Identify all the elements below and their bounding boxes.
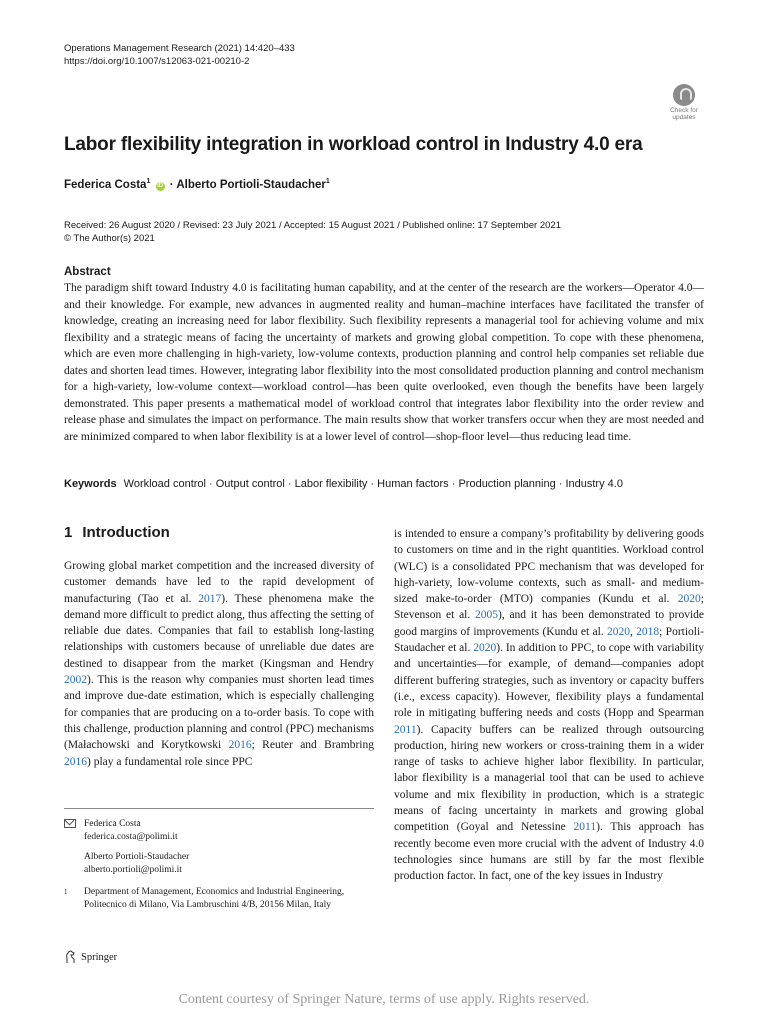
citation-link[interactable]: 2016 (228, 739, 252, 752)
abstract-text: The paradigm shift toward Industry 4.0 is facilitating human capability, and at the center of the research are the workers—Operator 4.0—and their knowledge. For example, new advances in augmented reality and human–machine interfaces have facilitated the transfer of knowledge, creating an increasing need for labor flexibility. Such flexibility represents a managerial tool for achieving volume and mix flexibility and a strategic means of facing the uncertainty of markets and growing global competition. To cope with these phenomena, which are even more challenging in high-variety, low-volume contexts, production planning and control help companies set reliable due dates and shorten lead times. However, integrating labor flexibility into the most consolidated production planning and control mechanism for a high-variety, low-volume context—workload control—has been quite overlooked, even though the benefits have been largely demonstrated. This paper presents a mathematical model of workload control that integrates labor flexibility into the order review and release phase and simulates the impact on performance. The main results show that worker transfers occur when they are most needed and are minimized compared to when labor flexibility is at a lower level of control—shop-floor level—thus reducing lead time. (64, 282, 704, 443)
courtesy-notice: Content courtesy of Springer Nature, terms of use apply. Rights reserved. (178, 992, 590, 1007)
body-text: ; Portioli-Staudacher et al. (394, 625, 705, 655)
author2-name: Alberto Portioli-Staudacher (84, 852, 190, 862)
envelope-icon (64, 819, 76, 828)
body-text: ). This is the reason why companies must shorten lead times and improve due-date estimation, which is especially challenging for companies that are producing on a to-order basis. To cope with this challenge, production planning and control (PPC) mechanisms (Małachowski and Korytkowski (64, 674, 374, 752)
citation-link[interactable]: 2018 (636, 625, 660, 638)
affiliation-text: Department of Management, Economics and Industrial Engineering, Politecnico di Milano, Via Lambruschini 4/B, 20156 Milan, Italy (84, 887, 345, 910)
publication-dates: Received: 26 August 2020 / Revised: 23 July 2021 / Accepted: 15 August 2021 / Published online: 17 September 2021 (64, 220, 561, 231)
footnotes (64, 818, 374, 911)
keywords (64, 478, 704, 490)
body-text: ) play a fundamental role since PPC (87, 755, 253, 768)
publisher-name: Springer (81, 951, 118, 963)
citation-link[interactable]: 2005 (475, 609, 498, 622)
citation-link[interactable]: 2017 (198, 592, 222, 605)
springer-horse-icon (64, 950, 76, 964)
affiliation-mark: 1 (325, 178, 330, 185)
body-text: ). Capacity buffers can be realized through outsourcing production, hiring new workers or cross-training them in a wider range of tasks to achieve higher labor flexibility. In particular, labor flexibility is a managerial tool that can be used to achieve volume and mix flexibility in production, which is a strategic means of facing uncertainty in markets and growing global competition (Goyal and Netessine (394, 723, 704, 834)
contact-name: Federica Costa (84, 819, 141, 829)
body-text: ). In addition to PPC, to cope with variability and uncertainties—for example, of demand—companies adopt different buffering strategies, such as inventory or capacity buffers (i.e., excess capacity). However, flexibility plays a fundamental role in mitigating buffering needs and costs (Hopp and Spearman (394, 642, 705, 720)
body-column-left (64, 558, 374, 770)
body-text: , (629, 625, 637, 638)
author-separator: · (169, 178, 177, 191)
citation-link[interactable]: 2011 (394, 723, 417, 736)
doi-link[interactable]: https://doi.org/10.1007/s12063-021-00210-2 (64, 56, 250, 67)
author2-email-link[interactable]: alberto.portioli@polimi.it (84, 864, 182, 875)
paper-title: Labor flexibility integration in workload control in Industry 4.0 era (64, 134, 643, 155)
affiliation-block (64, 886, 374, 911)
body-text: ; Reuter and Brambring (251, 739, 375, 752)
body-text: ), and it has been demonstrated to provide good margins of improvements (Kundu et al. (394, 609, 705, 638)
citation-link[interactable]: 2020 (677, 593, 701, 606)
contact-email-link[interactable]: federica.costa@polimi.it (84, 831, 178, 842)
body-text: Growing global market competition and the increased diversity of customer demands have led to the rapid development of manufacturing (Tao et al. (64, 560, 374, 605)
body-text: ). These phenomena make the demand more difficult to predict along, thus affecting the setting of reliable due dates. Companies that fail to establish long-lasting relationships with customers because of unreliable due dates are destined to disappear from the market (Kingsman and Hendry (64, 592, 375, 670)
body-text: ). This approach has recently become even more crucial with the advent of Industry 4.0 technologies since humans are still by far the most flexible production factor. In fact, one of the key issues in Industry (394, 821, 704, 883)
body-text: ; Stevenson et al. (394, 593, 704, 622)
journal-citation: Operations Management Research (2021) 14:420–433 (64, 43, 295, 54)
orcid-icon[interactable]: iD (157, 182, 164, 189)
citation-link[interactable]: 2011 (573, 821, 597, 834)
publisher-logo (64, 950, 117, 964)
body-column-right (394, 526, 704, 885)
affiliation-mark: 1 (146, 178, 151, 185)
author-name[interactable]: Alberto Portioli-Staudacher (176, 178, 326, 191)
citation-link[interactable]: 2020 (606, 625, 630, 638)
keywords-list: Workload control · Output control · Labor flexibility · Human factors · Production planning · Industry 4.0 (123, 478, 623, 490)
footnote-divider (64, 808, 374, 809)
copyright: © The Author(s) 2021 (64, 233, 155, 244)
citation-link[interactable]: 2020 (473, 642, 497, 655)
check-for-updates-badge[interactable] (664, 84, 704, 126)
corresponding-author-block (64, 818, 374, 876)
keywords-label: Keywords (64, 478, 117, 490)
badge-text-line2: updates (672, 114, 696, 121)
badge-text-line1: Check for (670, 107, 698, 114)
citation-link[interactable]: 2016 (64, 755, 87, 768)
author-name[interactable]: Federica Costa (64, 178, 147, 191)
check-updates-icon (673, 84, 695, 106)
affiliation-number: 1 (64, 888, 68, 896)
section-heading (64, 524, 180, 541)
section-number: 1 (64, 524, 73, 541)
body-text: is intended to ensure a company’s profitability by delivering goods to customers on time and in the right quantities. Workload control (WLC) is a consolidated PPC mechanism that was developed for high-variety, low-volume contexts, such as small- and medium-sized make-to-order (MTO) companies (Kundu et al. (394, 528, 704, 606)
citation-link[interactable]: 2002 (64, 674, 87, 687)
abstract-heading: Abstract (64, 266, 111, 278)
section-title: Introduction (82, 524, 170, 541)
author-list (64, 178, 330, 191)
